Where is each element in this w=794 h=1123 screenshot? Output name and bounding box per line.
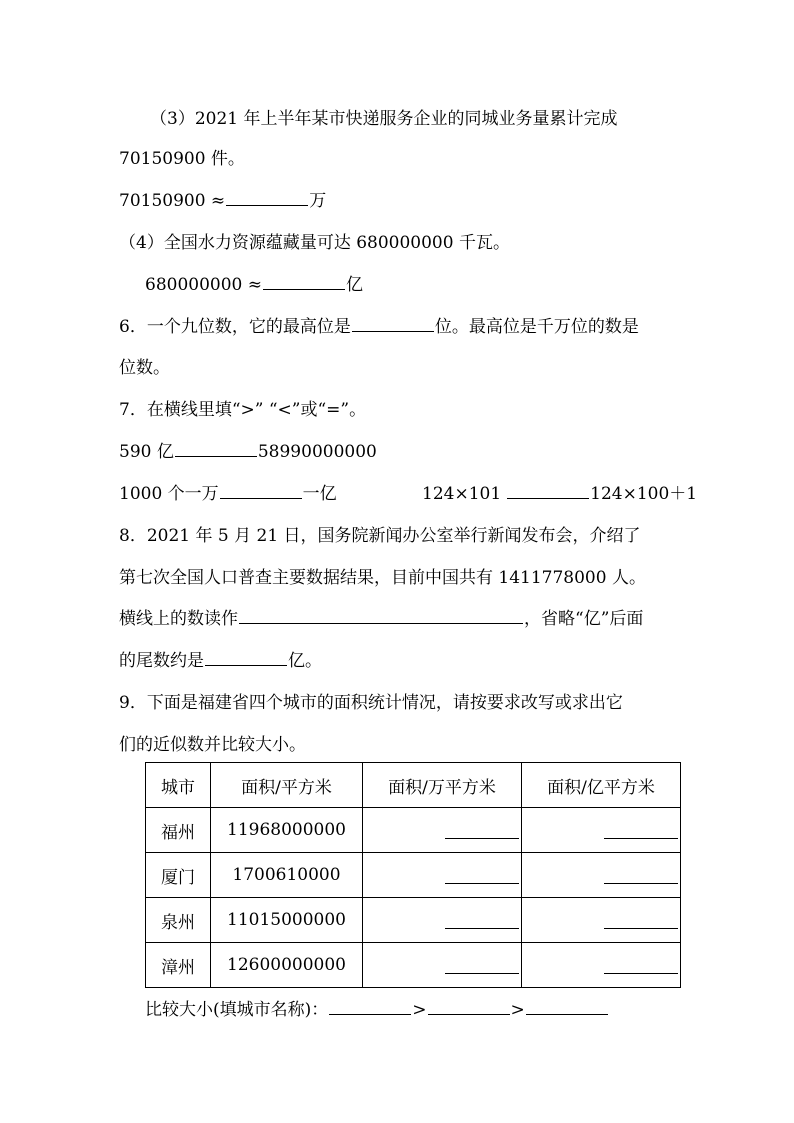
wan-cell: [363, 898, 522, 943]
wan-cell: [363, 808, 522, 853]
q5-item3-answer-blank[interactable]: [226, 204, 308, 206]
yi-answer-blank[interactable]: [604, 837, 678, 839]
compare-blank-2[interactable]: [428, 1013, 510, 1015]
q8-line3-text-a: 横线上的数读作: [119, 609, 238, 629]
q5-item4-answer-blank[interactable]: [263, 288, 345, 290]
compare-sep-1: >: [412, 1000, 427, 1020]
q9-line2: 们的近似数并比较大小。: [119, 735, 306, 755]
compare-blank-3[interactable]: [526, 1013, 608, 1015]
compare-blank-1[interactable]: [329, 1013, 411, 1015]
wan-cell: [363, 943, 522, 988]
q7-row2b-right: 124×100＋1: [590, 484, 698, 504]
city-area: 1700610000: [211, 853, 363, 898]
q6-line2: 位数。: [119, 358, 170, 378]
q5-item4-approx-unit: 亿: [346, 275, 363, 295]
wan-answer-blank[interactable]: [445, 972, 519, 974]
city-name: 泉州: [146, 898, 211, 943]
table-header-row: [146, 763, 681, 808]
q5-item3-approx-unit: 万: [309, 191, 327, 211]
wan-answer-blank[interactable]: [445, 882, 519, 884]
q7-row1: [119, 440, 377, 464]
city-area: 12600000000: [211, 943, 363, 988]
q6-text-a: 6．一个九位数，它的最高位是: [119, 317, 351, 337]
q7-row2-left: 1000 个一万: [119, 484, 219, 504]
header-area-sqm: 面积/平方米: [211, 763, 363, 808]
q5-item3-line2: 70150900 件。: [119, 149, 245, 169]
q8-line2: 第七次全国人口普查主要数据结果，目前中国共有 1411778000 人。: [119, 568, 646, 588]
table-row: [146, 898, 681, 943]
city-name: 厦门: [146, 853, 211, 898]
yi-answer-blank[interactable]: [604, 972, 678, 974]
wan-cell: [363, 853, 522, 898]
q7-row1-left: 590 亿: [119, 442, 174, 462]
q7-row1-right: 58990000000: [257, 442, 377, 462]
q7-row2b: [422, 482, 697, 506]
q8-reading-blank[interactable]: [239, 622, 523, 624]
q5-item3-line1: （3）2021 年上半年某市快递服务企业的同城业务量累计完成: [150, 109, 618, 129]
q7-row2b-blank[interactable]: [507, 497, 589, 499]
q8-line4-text-a: 的尾数约是: [119, 651, 204, 671]
header-area-wan: 面积/万平方米: [363, 763, 522, 808]
q5-item4-line1: （4）全国水力资源蕴藏量可达 680000000 千瓦。: [119, 233, 510, 253]
q7-row1-blank[interactable]: [175, 455, 257, 457]
q8-line3-text-b: ，省略“亿”后面: [524, 609, 644, 629]
q8-line4-text-b: 亿。: [288, 651, 322, 671]
q6-answer-blank[interactable]: [352, 330, 434, 332]
q9-compare: [145, 998, 609, 1022]
q8-line1: 8．2021 年 5 月 21 日，国务院新闻办公室举行新闻发布会，介绍了: [119, 526, 641, 546]
header-area-yi: 面积/亿平方米: [522, 763, 681, 808]
q8-line4: [119, 649, 322, 673]
q7-row2: [119, 482, 337, 506]
q8-approx-blank[interactable]: [205, 664, 287, 666]
q9-compare-label: 比较大小(填城市名称)：: [145, 1000, 329, 1020]
city-name: 漳州: [146, 943, 211, 988]
yi-answer-blank[interactable]: [604, 927, 678, 929]
q7-row2-blank[interactable]: [220, 497, 302, 499]
city-area: 11015000000: [211, 898, 363, 943]
q5-item4-approx-left: 680000000 ≈: [145, 275, 262, 295]
q5-item3-approx-left: 70150900 ≈: [119, 191, 226, 211]
q8-line3: [119, 607, 643, 631]
q7-title: 7．在横线里填“>” “<”或“=”。: [119, 400, 367, 420]
city-name: 福州: [146, 808, 211, 853]
city-area-table: [145, 762, 681, 988]
yi-cell: [522, 898, 681, 943]
yi-answer-blank[interactable]: [604, 882, 678, 884]
yi-cell: [522, 943, 681, 988]
compare-sep-2: >: [510, 1000, 525, 1020]
wan-answer-blank[interactable]: [445, 927, 519, 929]
wan-answer-blank[interactable]: [445, 837, 519, 839]
table-row: [146, 808, 681, 853]
q5-item3-approx: [119, 189, 326, 213]
header-city: 城市: [146, 763, 211, 808]
table-row: [146, 943, 681, 988]
q5-item4-approx: [145, 273, 363, 297]
q7-row2-right: 一亿: [302, 484, 337, 504]
q7-row2b-left: 124×101: [422, 484, 502, 504]
table-row: [146, 853, 681, 898]
city-area: 11968000000: [211, 808, 363, 853]
yi-cell: [522, 853, 681, 898]
q6-line1: [119, 315, 639, 339]
yi-cell: [522, 808, 681, 853]
q6-text-b: 位。最高位是千万位的数是: [434, 317, 639, 337]
q9-line1: 9．下面是福建省四个城市的面积统计情况，请按要求改写或求出它: [119, 693, 623, 713]
